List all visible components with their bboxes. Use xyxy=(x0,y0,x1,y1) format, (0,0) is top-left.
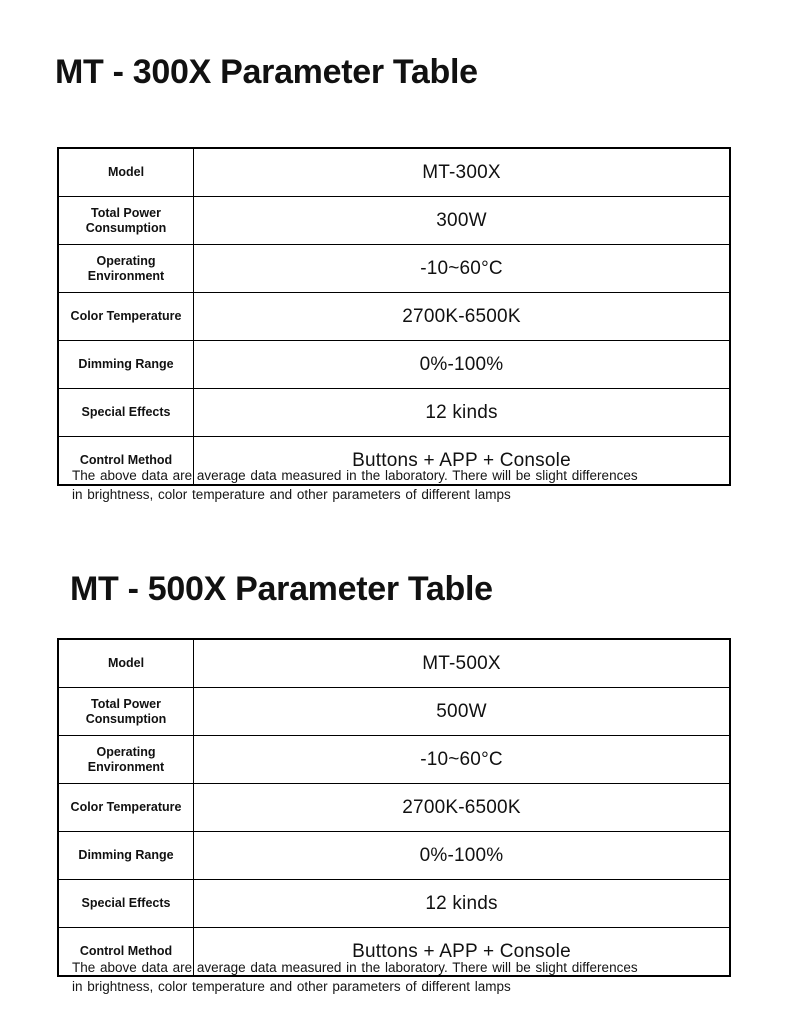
disclaimer-line: The above data are average data measured in the laboratory. There will be slight differences xyxy=(72,468,638,483)
param-value-cell: Buttons + APP + Console xyxy=(194,437,731,486)
param-label-cell: Total Power Consumption xyxy=(58,688,194,736)
param-value-cell: -10~60°C xyxy=(194,245,731,293)
parameter-table-body xyxy=(58,148,730,485)
section-title-mt300x: MT - 300X Parameter Table xyxy=(55,53,478,91)
param-label-cell: Color Temperature xyxy=(58,293,194,341)
param-label-cell: Operating Environment xyxy=(58,245,194,293)
param-label-cell: Model xyxy=(58,148,194,197)
param-value-cell: -10~60°C xyxy=(194,736,731,784)
param-value-cell: 0%-100% xyxy=(194,832,731,880)
table-row-model xyxy=(58,639,730,688)
param-value-cell: 2700K-6500K xyxy=(194,784,731,832)
param-value-cell: 2700K-6500K xyxy=(194,293,731,341)
param-value-cell: 500W xyxy=(194,688,731,736)
param-label-cell: Total Power Consumption xyxy=(58,197,194,245)
table-row-special-effects xyxy=(58,880,730,928)
param-label-cell: Control Method xyxy=(58,437,194,486)
table-row-operating-environment xyxy=(58,736,730,784)
table-row-model xyxy=(58,148,730,197)
table-row-total-power xyxy=(58,197,730,245)
param-label-cell: Special Effects xyxy=(58,880,194,928)
param-value-cell: 0%-100% xyxy=(194,341,731,389)
disclaimer-line: The above data are average data measured in the laboratory. There will be slight differences xyxy=(72,960,638,975)
param-value-cell: 12 kinds xyxy=(194,389,731,437)
param-label-cell: Color Temperature xyxy=(58,784,194,832)
param-value-cell: MT-300X xyxy=(194,148,731,197)
parameter-table-mt500x xyxy=(57,638,731,977)
table-row-dimming-range xyxy=(58,341,730,389)
param-value-cell: 300W xyxy=(194,197,731,245)
disclaimer-note-mt500x xyxy=(72,958,752,996)
param-value-cell: Buttons + APP + Console xyxy=(194,928,731,977)
param-value-cell: MT-500X xyxy=(194,639,731,688)
param-label-cell: Control Method xyxy=(58,928,194,977)
param-label-cell: Operating Environment xyxy=(58,736,194,784)
table-row-color-temperature xyxy=(58,784,730,832)
param-label-cell: Special Effects xyxy=(58,389,194,437)
table-row-dimming-range xyxy=(58,832,730,880)
disclaimer-line: in brightness, color temperature and other parameters of different lamps xyxy=(72,487,511,502)
table-row-operating-environment xyxy=(58,245,730,293)
table-row-special-effects xyxy=(58,389,730,437)
section-title-mt500x: MT - 500X Parameter Table xyxy=(70,570,493,608)
disclaimer-line: in brightness, color temperature and other parameters of different lamps xyxy=(72,979,511,994)
disclaimer-note-mt300x xyxy=(72,466,752,504)
param-label-cell: Dimming Range xyxy=(58,341,194,389)
table-row-total-power xyxy=(58,688,730,736)
parameter-table-body xyxy=(58,639,730,976)
param-label-cell: Dimming Range xyxy=(58,832,194,880)
table-row-color-temperature xyxy=(58,293,730,341)
param-label-cell: Model xyxy=(58,639,194,688)
param-value-cell: 12 kinds xyxy=(194,880,731,928)
parameter-table-mt300x xyxy=(57,147,731,486)
